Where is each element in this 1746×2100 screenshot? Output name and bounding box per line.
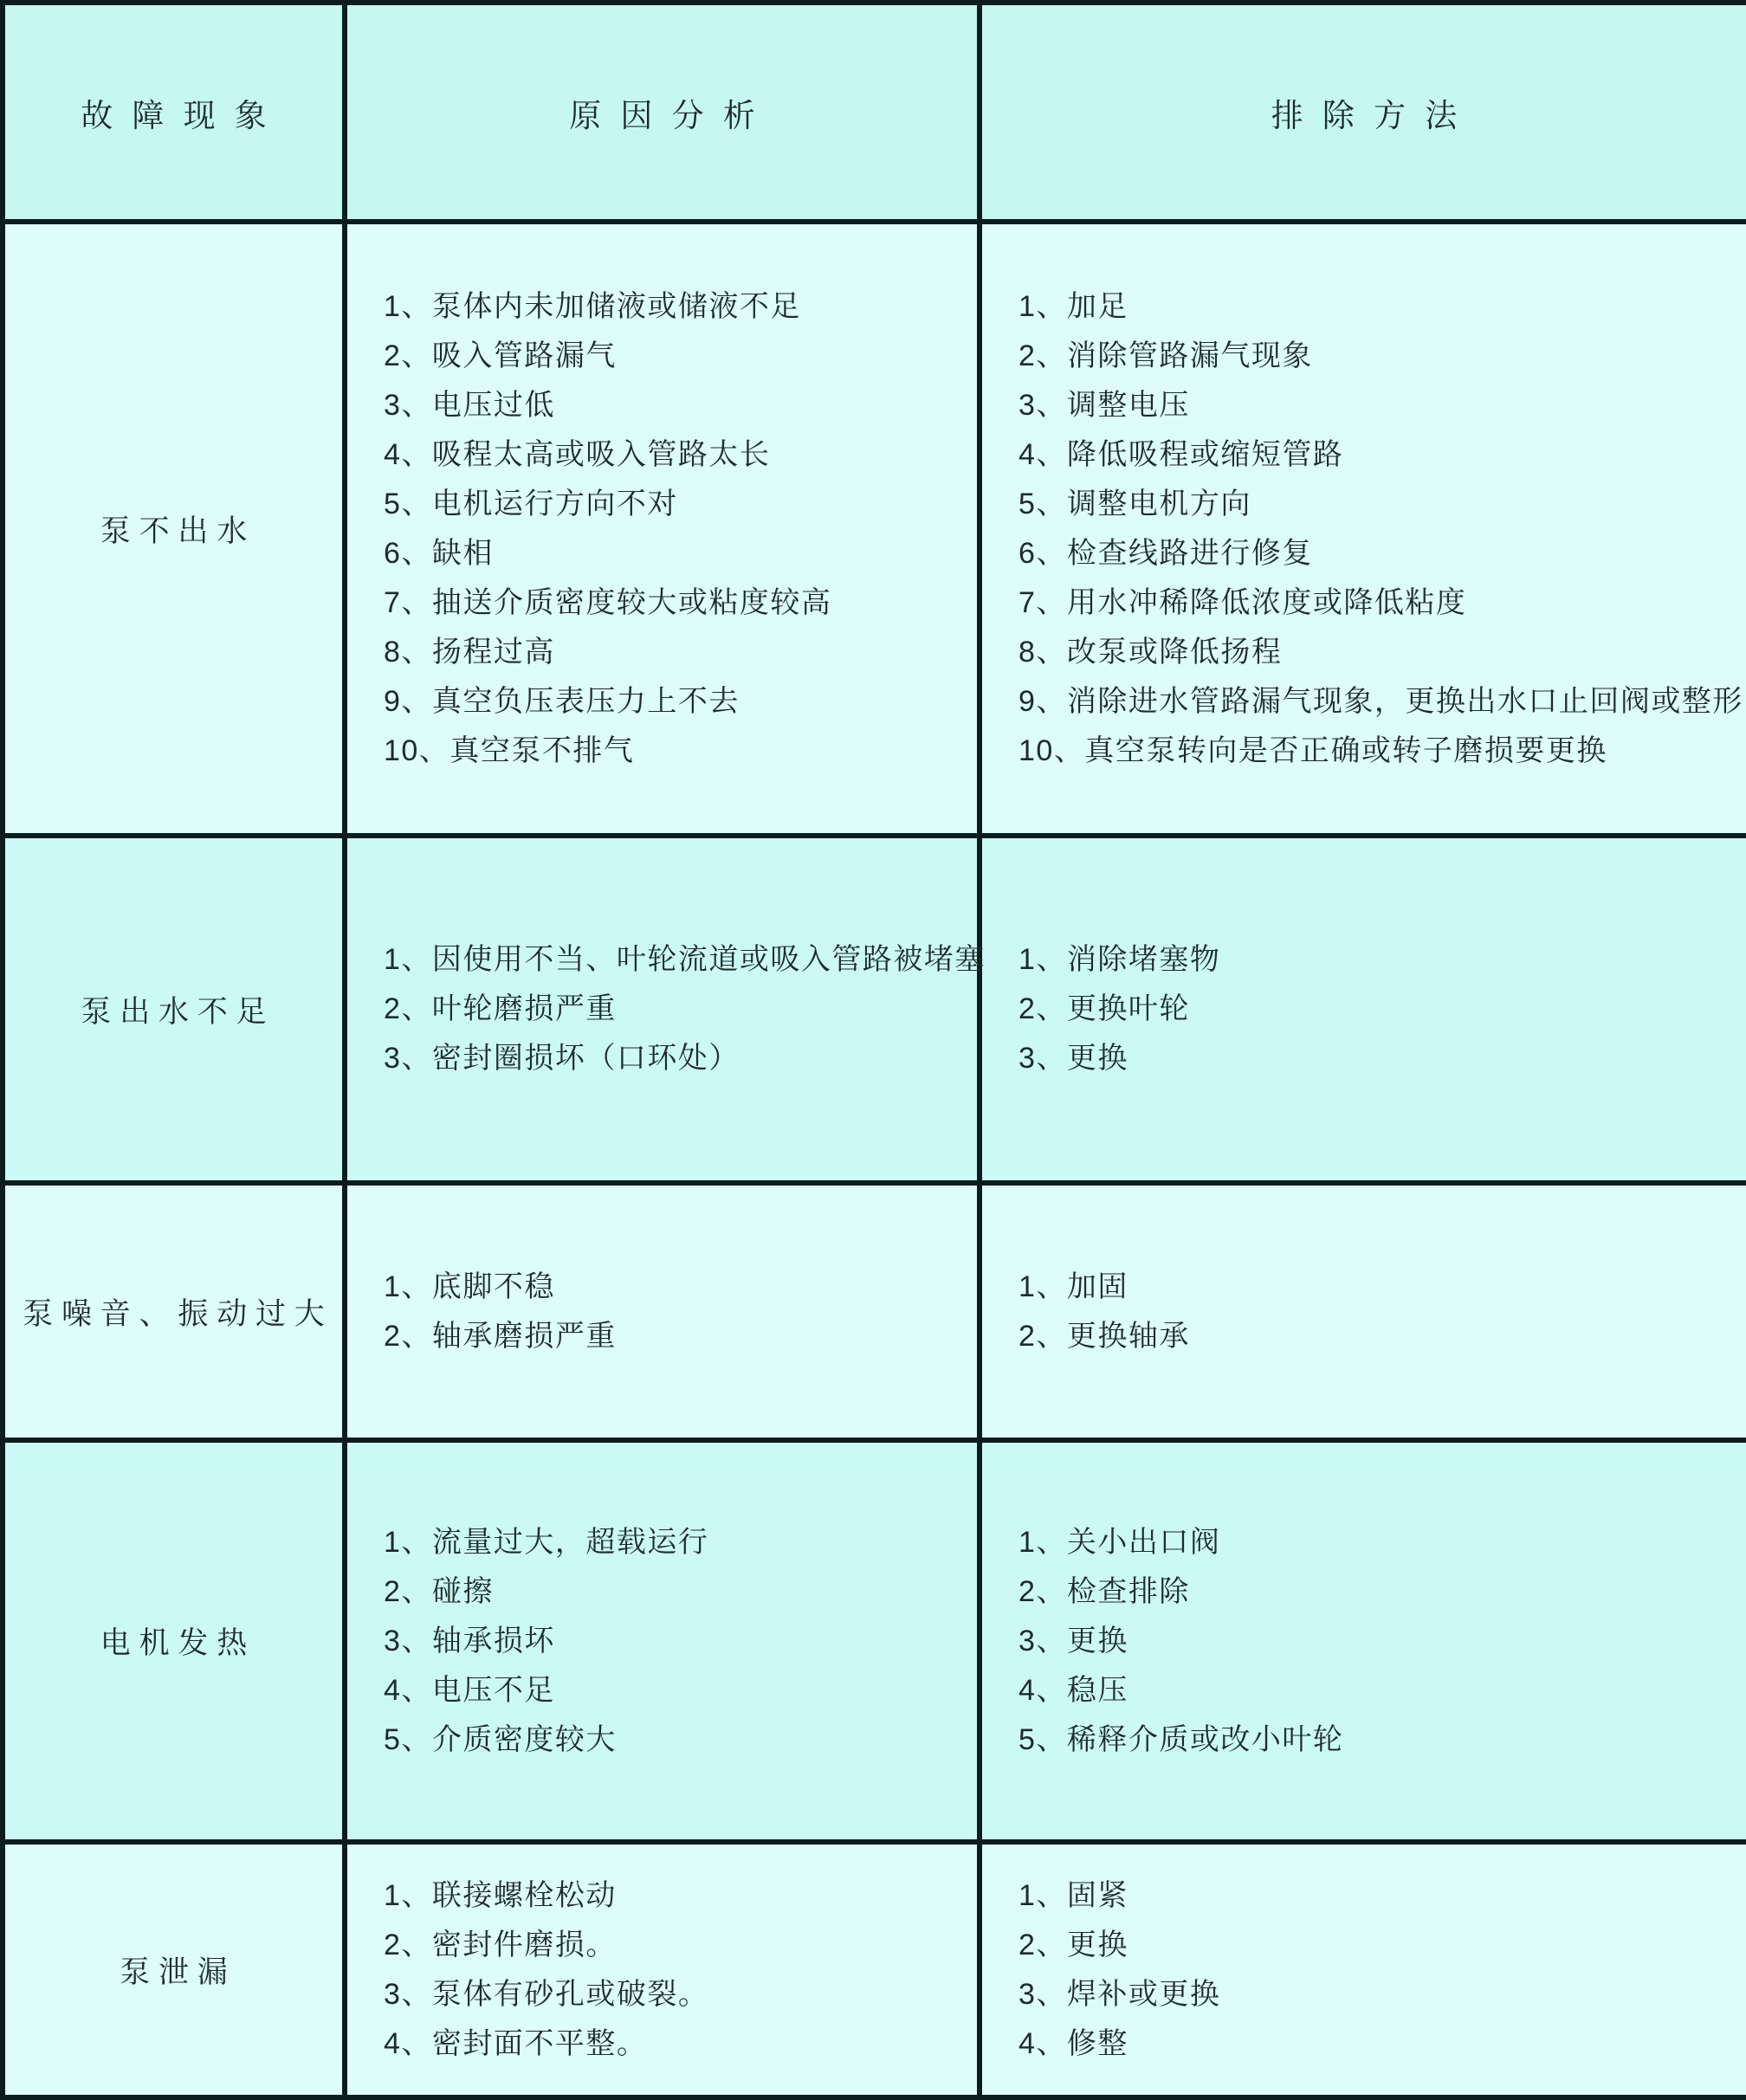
list-item: 5、电机运行方向不对 [384, 487, 678, 520]
list-item: 3、轴承损坏 [384, 1624, 555, 1657]
list-item: 8、改泵或降低扬程 [1018, 635, 1283, 669]
list-item: 7、用水冲稀降低浓度或降低粘度 [1018, 585, 1467, 619]
list-item: 1、泵体内未加储液或储液不足 [384, 289, 801, 323]
list-item: 3、泵体有砂孔或破裂。 [384, 1977, 709, 2011]
list-item: 2、碰擦 [384, 1574, 494, 1608]
list-item: 6、缺相 [384, 536, 494, 570]
list-item: 9、真空负压表压力上不去 [384, 684, 740, 718]
cause-cell-lines [347, 935, 986, 1083]
list-item: 4、电压不足 [384, 1673, 555, 1707]
table-row [3, 1183, 1746, 1440]
list-item: 1、消除堵塞物 [1018, 943, 1221, 976]
cause-cell [345, 1440, 980, 1842]
cause-cell-lines [347, 282, 977, 776]
list-item: 2、密封件磨损。 [384, 1928, 617, 1961]
list-item: 3、电压过低 [384, 388, 555, 422]
list-item: 1、流量过大，超载运行 [384, 1525, 709, 1559]
table-row [3, 836, 1746, 1183]
list-item: 6、检查线路进行修复 [1018, 536, 1313, 570]
cause-cell [345, 222, 980, 836]
list-item: 10、真空泵转向是否正确或转子磨损要更换 [1018, 733, 1607, 767]
cause-cell-lines [347, 1518, 977, 1765]
cause-cell [345, 836, 986, 1183]
list-item: 4、降低吸程或缩短管路 [1018, 437, 1344, 471]
header-remedy-method: 排除方法 [980, 3, 1746, 222]
list-item: 9、消除进水管路漏气现象，更换出水口止回阀或整形 [1018, 684, 1743, 718]
list-item: 3、调整电压 [1018, 388, 1190, 422]
header-fault-phenomenon: 故障现象 [3, 3, 345, 222]
list-item: 2、更换叶轮 [1018, 992, 1190, 1025]
list-item: 1、加足 [1018, 289, 1128, 323]
list-item: 1、固紧 [1018, 1878, 1128, 1912]
list-item: 2、消除管路漏气现象 [1018, 339, 1313, 372]
cause-cell [345, 1842, 980, 2097]
list-item: 3、更换 [1018, 1042, 1128, 1075]
list-item: 2、检查排除 [1018, 1574, 1190, 1608]
list-item: 5、介质密度较大 [384, 1722, 617, 1756]
list-item: 2、吸入管路漏气 [384, 339, 617, 372]
cause-cell [345, 1183, 980, 1440]
fault-cell: 电机发热 [3, 1440, 345, 1842]
list-item: 1、因使用不当、叶轮流道或吸入管路被堵塞 [384, 943, 986, 976]
list-item: 5、稀释介质或改小叶轮 [1018, 1722, 1344, 1756]
list-item: 5、调整电机方向 [1018, 487, 1251, 520]
list-item: 1、底脚不稳 [384, 1270, 555, 1303]
list-item: 2、更换轴承 [1018, 1319, 1190, 1353]
list-item: 1、加固 [1018, 1270, 1128, 1303]
header-row [3, 3, 1746, 222]
table-row [3, 1440, 1746, 1842]
remedy-cell [980, 836, 1746, 1183]
list-item: 2、叶轮磨损严重 [384, 992, 617, 1025]
remedy-cell-lines [982, 1871, 1746, 2069]
remedy-cell [980, 1842, 1746, 2097]
fault-cell: 泵泄漏 [3, 1842, 345, 2097]
list-item: 7、抽送介质密度较大或粘度较高 [384, 585, 832, 619]
cause-cell-lines [347, 1263, 977, 1361]
list-item: 3、密封圈损坏（口环处） [384, 1042, 740, 1075]
fault-cell: 泵出水不足 [3, 836, 345, 1183]
remedy-cell [980, 1440, 1746, 1842]
table-row [3, 222, 1746, 836]
table-row [3, 1842, 1746, 2097]
fault-cell: 泵噪音、振动过大 [3, 1183, 345, 1440]
list-item: 8、扬程过高 [384, 635, 555, 669]
list-item: 1、关小出口阀 [1018, 1525, 1221, 1559]
list-item: 4、稳压 [1018, 1673, 1128, 1707]
cause-cell-lines [347, 1871, 977, 2069]
list-item: 4、修整 [1018, 2026, 1128, 2060]
remedy-cell [980, 222, 1746, 836]
list-item: 2、更换 [1018, 1928, 1128, 1961]
header-cause-analysis: 原因分析 [345, 3, 980, 222]
table-body [3, 222, 1746, 2097]
remedy-cell-lines [982, 282, 1746, 776]
list-item: 10、真空泵不排气 [384, 733, 635, 767]
remedy-cell-lines [982, 935, 1746, 1083]
remedy-cell-lines [982, 1518, 1746, 1765]
remedy-cell [980, 1183, 1746, 1440]
fault-cell: 泵不出水 [3, 222, 345, 836]
remedy-cell-lines [982, 1263, 1746, 1361]
list-item: 3、焊补或更换 [1018, 1977, 1221, 2011]
list-item: 4、吸程太高或吸入管路太长 [384, 437, 771, 471]
list-item: 3、更换 [1018, 1624, 1128, 1657]
list-item: 2、轴承磨损严重 [384, 1319, 617, 1353]
list-item: 4、密封面不平整。 [384, 2026, 648, 2060]
list-item: 1、联接螺栓松动 [384, 1878, 617, 1912]
